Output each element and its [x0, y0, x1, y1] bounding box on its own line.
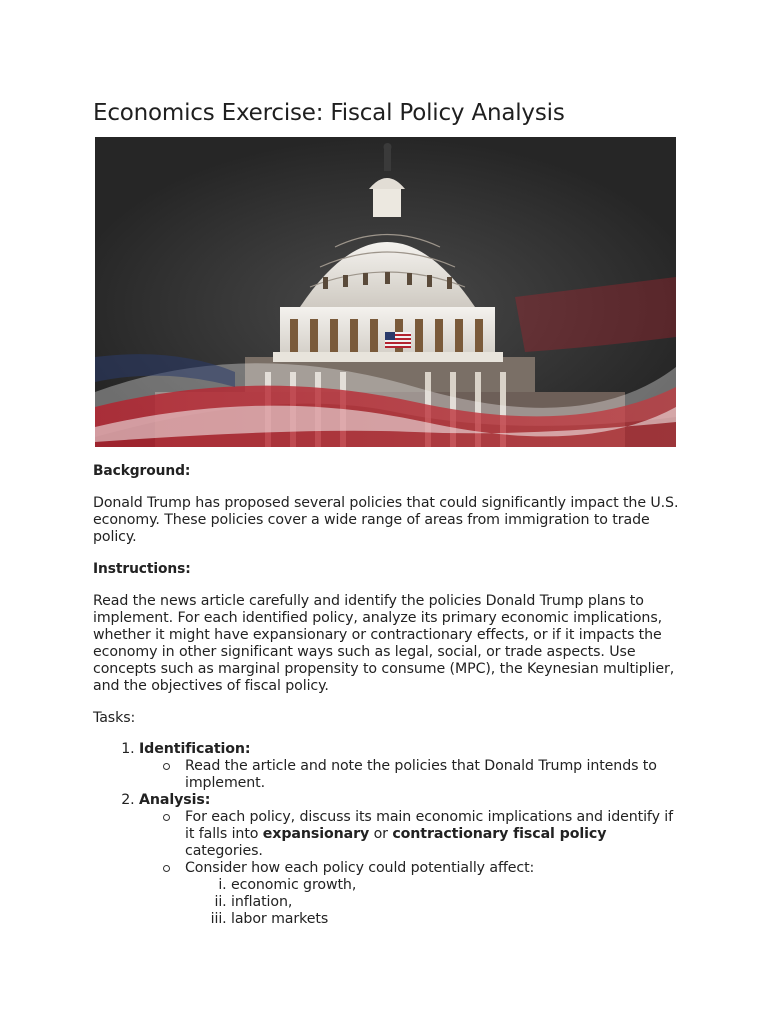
- effects-list: [185, 877, 683, 928]
- capitol-dome-icon: [95, 137, 676, 447]
- task-identification-title: Identification:: [139, 741, 251, 757]
- task-analysis-title: Analysis:: [139, 792, 211, 808]
- list-item: Consider how each policy could potentially affect: i. economic growth, ii. inflation, iii. labor markets: [185, 860, 683, 928]
- expansionary-term: expansionary: [262, 826, 370, 842]
- background-heading: Background:: [93, 463, 191, 479]
- contractionary-term: contractionary fiscal policy: [392, 826, 607, 842]
- background-paragraph: Donald Trump has proposed several policies that could significantly impact the U.S. economy. These policies cover a wide range of areas from immigration to trade policy.: [93, 495, 679, 545]
- instructions-paragraph: Read the news article carefully and identify the policies Donald Trump plans to implement. For each identified policy, analyze its primary economic implications, whether it might have expansionary or contractionary effects, or if it impacts the economy in other significant ways such as legal, social, or trade aspects. Use concepts such as marginal propensity to consume (MPC), the Keynesian multiplier, and the objectives of fiscal policy.: [93, 593, 675, 694]
- list-item: ii. inflation,: [231, 894, 683, 911]
- list-item: Read the article and note the policies that Donald Trump intends to implement.: [185, 758, 683, 792]
- hero-image: [95, 137, 676, 447]
- identification-subitems: [139, 758, 683, 792]
- document-title: Economics Exercise: Fiscal Policy Analysis: [93, 100, 565, 126]
- task-analysis: [139, 792, 683, 928]
- document-body: [93, 463, 683, 928]
- instructions-heading: Instructions:: [93, 561, 191, 577]
- task-identification: [139, 741, 683, 792]
- list-item: For each policy, discuss its main economic implications and identify if it falls into expansionary or contractionary fiscal policy categories.: [185, 809, 683, 860]
- tasks-heading: Tasks:: [93, 710, 136, 726]
- list-item: i. economic growth,: [231, 877, 683, 894]
- tasks-list: [93, 741, 683, 928]
- analysis-subitems: [139, 809, 683, 928]
- list-item: iii. labor markets: [231, 911, 683, 928]
